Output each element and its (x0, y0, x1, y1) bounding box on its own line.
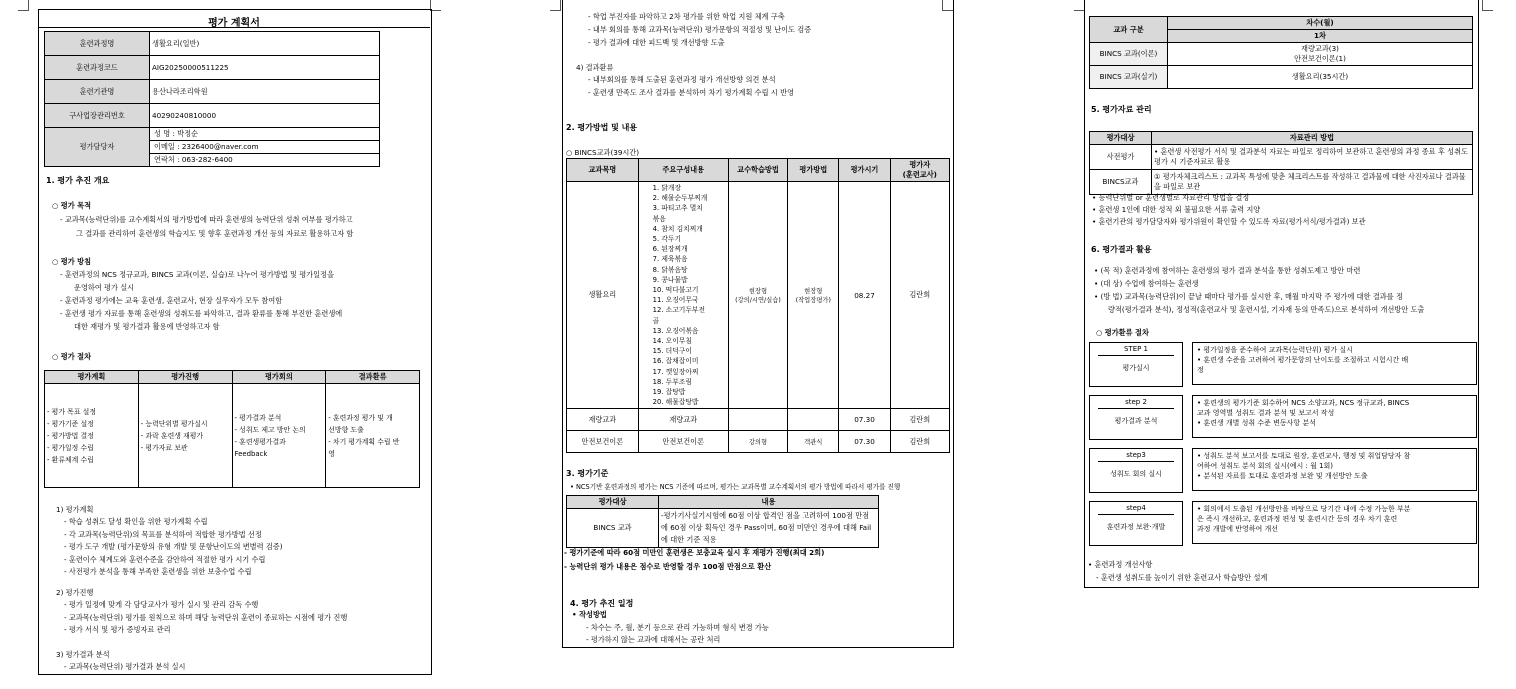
text-line: - 훈련생 만족도 조사 결과를 분석하여 차기 평가계획 수립 시 반영 (588, 88, 794, 97)
subheading: 1) 평가계획 (56, 505, 94, 514)
process-item: - 과락 훈련생 재평가 (140, 431, 204, 440)
bincs-row (567, 431, 950, 453)
page-gap (441, 0, 490, 689)
step-line: 정 (1197, 366, 1204, 374)
cell-line: 안전보건이론(1) (1294, 54, 1346, 63)
menu-item: 7. 제육볶음 (652, 255, 688, 264)
criteria-target: BINCS 교과 (567, 509, 659, 548)
process-item: - 차기 평가계획 수립 반 (328, 437, 400, 446)
info-value: 용산나라조리학원 (150, 80, 380, 104)
mgmt-target: BINCS교과 (1090, 170, 1152, 195)
manager-cell (150, 128, 380, 167)
process-cell (138, 384, 232, 488)
menu-item: 골 (652, 316, 660, 325)
subheading: ○ 평가 목적 (52, 201, 92, 210)
menu-item: 6. 된장찌개 (652, 245, 688, 254)
head-line: 평가방법 (799, 165, 828, 174)
info-label: 훈련과정명 (45, 32, 150, 56)
step-name: 성취도 회의 실시 (1110, 470, 1162, 478)
criteria-line: 에 대한 기준 적용 (661, 535, 717, 544)
criteria-line: 에 60점 이상 획득인 경우 Pass이며, 60점 미만인 경우에 대해 Fail (661, 523, 872, 532)
th: 1차 (1168, 30, 1473, 43)
info-value: AIG20250000511225 (150, 56, 380, 80)
page-3 (1012, 0, 1516, 689)
text-line: - 교과목(능력단위) 평가결과 분석 실시 (64, 662, 186, 671)
menu-item: 14. 오이무침 (652, 337, 692, 346)
th: 차수(월) (1168, 17, 1473, 30)
step-number: STEP 1 (1098, 343, 1174, 356)
text-line: - 훈련생 성취도를 높이기 위한 훈련교사 학습방안 설계 (1096, 573, 1268, 582)
eval-date: 08.27 (839, 182, 890, 409)
menu-item: 19. 잡탕밥 (652, 388, 686, 397)
text-line: - 평가 도구 개발 (평가문항의 유형 개발 및 문항난이도의 변별력 검증) (64, 542, 283, 551)
section-heading: 5. 평가자료 관리 (1091, 105, 1152, 114)
step-line: • 분석된 자료를 토대로 훈련과정 보완 및 개선방안 도출 (1197, 472, 1368, 480)
criteria-body (659, 509, 879, 548)
text-line: • (목 적) 훈련과정에 참여하는 훈련생의 평가 결과 분석을 통한 성취도제고 방안 마련 (1094, 266, 1361, 275)
data-mgmt-table (1089, 131, 1473, 195)
info-label: 훈련과정코드 (45, 56, 150, 80)
text-line: - 학업 부진자를 파악하고 2차 평가를 위한 학업 지원 체계 구축 (588, 12, 785, 21)
info-value: 생활요리(일반) (150, 32, 380, 56)
course-content: 재량교과 (638, 409, 728, 431)
process-cell (45, 384, 139, 488)
step-name: 평가실시 (1122, 364, 1150, 372)
text-line: - 훈련과정 평가에는 교육 훈련생, 훈련교사, 현장 실무자가 모두 참여함 (60, 296, 283, 305)
process-item: 영 (328, 449, 335, 458)
menu-item: 12. 소고기두부전 (652, 306, 706, 315)
step-line: 과정 개발에 반영하여 개선 (1197, 525, 1279, 533)
eval-method (788, 409, 839, 431)
step-number: step3 (1098, 449, 1174, 462)
info-label: 훈련기관명 (45, 80, 150, 104)
text-line: - 훈련과정의 NCS 정규교과, BINCS 교과(이론, 실습)로 나누어 평가방법 및 평가일정을 (60, 270, 334, 279)
crop-mark (18, 0, 29, 11)
head-line: 주요구성내용 (662, 165, 705, 174)
step-line: • 훈련생 개별 성취 수준 변동사항 분석 (1197, 419, 1316, 427)
step-line: • 평가일정을 준수하여 교과목(능력단위) 평가 실시 (1197, 346, 1353, 354)
subheading: 4) 결과환류 (576, 63, 614, 72)
step-box (1089, 448, 1183, 493)
th: 교과 구분 (1090, 17, 1168, 43)
text-line: • (방 법) 교과목(능력단위)이 끝날 때마다 평가를 실시한 후, 매월 마지막 주 평가에 대한 결과를 정 (1094, 292, 1403, 301)
bincs-row (567, 182, 950, 409)
process-item: - 훈련생평가결과 (234, 437, 286, 446)
mgmt-target: 사전평가 (1090, 145, 1152, 170)
process-item: - 평가기준 설정 (47, 419, 94, 428)
process-item: - 평가일정 수립 (47, 443, 94, 452)
process-item: - 환류체계 수립 (47, 455, 94, 464)
schedule-row (1090, 66, 1473, 89)
crop-mark (550, 0, 561, 11)
head-line: 교과목명 (588, 165, 617, 174)
info-label: 구사업장관리번호 (45, 104, 150, 128)
text-line: - 사전평가 분석을 통해 부족한 훈련생을 위한 보충수업 수립 (64, 567, 252, 576)
step-line: 은 즉시 개선하고, 훈련과정 편성 및 훈련시간 등의 경우 차기 훈련 (1197, 515, 1398, 523)
manager-line: 이메일 : 2326400@naver.com (150, 141, 379, 154)
bincs-head (839, 159, 890, 182)
step-description (1192, 448, 1477, 491)
process-item: - 평가자료 보관 (140, 443, 188, 452)
page-1 (0, 0, 441, 689)
bincs-head (890, 159, 949, 182)
info-value: 40290240810000 (150, 104, 380, 128)
section-heading: 3. 평가기준 (566, 469, 609, 478)
eval-date: 07.30 (839, 409, 890, 431)
section-heading: 2. 평가방법 및 내용 (566, 123, 638, 132)
text-line: 운영하여 평가 실시 (74, 283, 135, 292)
info-row (45, 104, 380, 128)
th: 내용 (659, 496, 879, 509)
process-item: - 평가 목표 설정 (47, 407, 96, 416)
text-line: • 훈련과정 개선사항 (1088, 560, 1153, 569)
text-line: 그 결과를 관리하여 훈련생의 학습지도 및 향후 훈련과정 개선 등의 자료로 활용하고자 함 (76, 229, 354, 238)
menu-item: 16. 잡채잡이미 (652, 357, 699, 366)
menu-item: 볶음 (652, 214, 666, 223)
text-line: 대한 재평가 및 평가결과 활용에 반영하고자 함 (74, 322, 220, 331)
menu-item: 18. 두부조림 (652, 377, 692, 386)
cell-line: 객관식 (804, 439, 823, 447)
step-line: • 훈련생 수준을 고려하여 평가문항의 난이도를 조절하고 시험시간 배 (1197, 356, 1409, 364)
text-line: - 능력단위 평가 내용은 점수로 반영할 경우 100점 만점으로 환산 (564, 562, 772, 571)
course-name: 재량교과 (567, 409, 639, 431)
process-item: - 평가방법 결정 (47, 431, 94, 440)
process-item: Feedback (234, 449, 268, 458)
cell-line: 생활요리(35시간) (1291, 72, 1349, 81)
step-line: 교과 영역별 성취도 결과 분석 및 보고서 작성 (1197, 409, 1335, 417)
bincs-table (566, 158, 950, 453)
page-gap (963, 0, 1012, 689)
step-description (1192, 342, 1477, 385)
head-line: 평가시기 (850, 165, 879, 174)
subheading: ○ BINCS교과(39시간) (566, 148, 640, 157)
evaluator: 김란희 (890, 182, 949, 409)
info-label: 평가담당자 (45, 128, 150, 167)
section-heading: 4. 평가 추진 일정 (570, 599, 634, 608)
th: 평가대상 (1090, 132, 1152, 145)
eval-date: 07.30 (839, 431, 890, 453)
text-line: - 훈련생 평가 자료를 통해 훈련생의 성취도를 파악하고, 결과 환류를 통해 부진한 훈련생에 (60, 309, 343, 318)
step-name: 훈련과정 보완·개발 (1106, 523, 1166, 531)
step-description (1192, 395, 1477, 438)
cell-line: (작업장평가) (795, 297, 831, 305)
bincs-head (638, 159, 728, 182)
menu-item: 4. 참치 김치찌개 (652, 224, 703, 233)
process-head: 결과환류 (326, 371, 420, 384)
process-cell (232, 384, 326, 488)
step-line: • 훈련생의 평가기준 회수하여 NCS 소양교과, NCS 정규교과, BINCS (1197, 399, 1410, 407)
text-line: • 훈련기관의 평가담당자와 평가위원이 확인할 수 있도록 자료(평가서식/평가결과) 보관 (1092, 217, 1366, 226)
subheading: ○ 평가 절차 (52, 352, 92, 361)
subheading: 2) 평가진행 (56, 588, 94, 597)
step-number: step 2 (1098, 396, 1174, 409)
info-row (45, 128, 380, 167)
menu-item: 13. 오징어볶음 (652, 326, 699, 335)
process-cell (326, 384, 420, 488)
th: 자료관리 방법 (1152, 132, 1473, 145)
text-line: - 교과목(능력단위)를 교수계획서의 평가방법에 따라 훈련생의 능력단위 성취 여부를 평가하고 (60, 215, 353, 224)
menu-item: 15. 더덕구이 (652, 347, 692, 356)
subheading: • 작성방법 (572, 610, 607, 619)
text-line: - 학습 성취도 달성 확인을 위한 평가계획 수립 (64, 517, 208, 526)
process-item: 선방향 도출 (328, 425, 364, 434)
cell-line: 강의형 (748, 439, 768, 447)
schedule-row (1090, 43, 1473, 66)
text-line: - 차수는 주, 월, 분기 등으로 관리 가능하며 형식 변경 가능 (586, 623, 769, 632)
head-line: 교수학습방법 (737, 165, 779, 174)
section-heading: 6. 평가결과 활용 (1091, 245, 1152, 254)
text-line: • 능력단위별 or 훈련생별로 자료관리 방법을 결정 (1092, 193, 1250, 202)
mgmt-method: ① 평가자체크리스트 : 교과목 특성에 맞춘 체크리스트를 작성하고 결과물에 대한 사진자료나 결과물을 파일로 보관 (1152, 170, 1473, 195)
schedule-label: BINCS 교과(실기) (1090, 66, 1168, 89)
doc-title: 평가 계획서 (208, 18, 260, 29)
text-line: - 평가기준에 따라 60점 미만인 훈련생은 보충교육 실시 후 재평가 진행(최대 2회) (564, 548, 825, 557)
crop-mark (1482, 0, 1493, 11)
step-line: 여하여 성취도 분석 회의 실시(예시 : 월 1회) (1197, 462, 1334, 470)
info-table (44, 31, 380, 167)
head-line: (훈련교사) (902, 170, 937, 179)
menu-item: 10. 떡다불고기 (652, 286, 699, 295)
section-heading: 1. 평가 추진 개요 (46, 176, 110, 185)
text-line: - 평가 서식 및 평가 증빙자료 관리 (64, 625, 171, 634)
process-item: - 훈련과정 평가 및 개 (328, 413, 393, 422)
cell-line: 현장형 (748, 288, 768, 296)
process-head: 평가진행 (138, 371, 232, 384)
step-box (1089, 342, 1183, 387)
mgmt-method: • 훈련생 사전평가 서식 및 결과분석 자료는 파일로 정리하여 보관하고 훈련생의 과정 종료 후 성취도 평가 시 기준자료로 활용 (1152, 145, 1473, 170)
step-number: step4 (1098, 502, 1174, 515)
teaching-method (728, 431, 787, 453)
manager-line: 성 명 : 박정순 (150, 128, 379, 141)
text-line: - 교과목(능력단위) 평가를 원칙으로 하며 해당 능력단위 훈련이 종료하는 시점에 평가 진행 (64, 612, 348, 622)
text-line: - 평가 결과에 대한 피드백 및 개선방향 도출 (588, 38, 725, 47)
menu-item: 3. 파티고추 멸치 (652, 204, 703, 213)
menu-item: 8. 닭볶음탕 (652, 265, 688, 274)
process-item: - 평가결과 분석 (234, 413, 282, 422)
text-line: 량적(평가결과 분석), 정성적(훈련교사 및 훈련시설, 기자재 등의 만족도)으로 분석하여 개선방안 도출 (1108, 305, 1425, 314)
process-head: 평가회의 (232, 371, 326, 384)
text-line: - 내부회의를 통해 도출된 훈련과정 평가 개선방향 의견 분석 (588, 75, 776, 84)
subheading: ○ 평가 방침 (52, 257, 92, 266)
menu-item: 5. 각두기 (652, 235, 682, 244)
page-2 (490, 0, 963, 689)
teaching-method (728, 182, 787, 409)
process-item: - 성취도 제고 방안 논의 (234, 425, 306, 434)
teaching-method (728, 409, 787, 431)
bincs-head (788, 159, 839, 182)
step-name: 평가결과 분석 (1114, 417, 1158, 425)
schedule-value (1168, 43, 1473, 66)
menu-item: 20. 해물잡탕밥 (652, 398, 699, 407)
menu-item: 9. 콩나물밥 (652, 275, 688, 284)
info-row (45, 32, 380, 56)
process-table (44, 370, 420, 488)
course-content (638, 182, 728, 409)
text-line: • (대 상) 수업에 참여하는 훈련생 (1094, 279, 1199, 288)
subheading: 3) 평가결과 분석 (56, 650, 110, 659)
subheading: ○ 평가환류 절차 (1096, 328, 1149, 337)
course-name: 안전보건이론 (567, 431, 639, 453)
mgmt-row (1090, 170, 1473, 195)
step-box (1089, 501, 1183, 546)
schedule-value (1168, 66, 1473, 89)
step-line: • 성취도 분석 보고서를 토대로 원장, 훈련교사, 행정 및 취업담당자 참 (1197, 452, 1411, 460)
schedule-table (1089, 16, 1473, 89)
menu-item: 17. 깻잎장아찌 (652, 367, 699, 376)
head-line: 평가자 (909, 160, 931, 169)
info-row (45, 56, 380, 80)
bincs-head (567, 159, 639, 182)
cell-line: 재량교과(3) (1301, 44, 1339, 53)
process-head: 평가계획 (45, 371, 139, 384)
course-content: 안전보건이론 (638, 431, 728, 453)
step-line: • 회의에서 도출된 개선방안을 바탕으로 당기간 내에 수정 가능한 부분 (1197, 505, 1411, 513)
text-line: - 평가 일정에 맞게 각 담당교사가 평가 실시 및 관리 감독 수행 (64, 600, 259, 609)
bincs-row (567, 409, 950, 431)
info-row (45, 80, 380, 104)
mgmt-row (1090, 145, 1473, 170)
process-item: - 능력단위별 평가실시 (140, 419, 208, 428)
step-description (1192, 501, 1477, 544)
menu-item: 11. 오징어무국 (652, 296, 699, 305)
th: 평가대상 (567, 496, 659, 509)
text-line: • NCS기반 훈련과정의 평가는 NCS 기준에 따르며, 평가는 교과목별 교수계획서의 평가 방법에 따라서 평가를 진행 (570, 483, 901, 491)
bincs-head (728, 159, 787, 182)
text-line: - 평가하지 않는 교과에 대해서는 공란 처리 (586, 635, 721, 644)
evaluator: 김란희 (890, 409, 949, 431)
course-name: 생활요리 (567, 182, 639, 409)
cell-line: (강의/시연/실습) (735, 297, 781, 305)
text-line: - 내부 회의를 통해 교과목(능력단위) 평가문항의 적절성 및 난이도 검증 (588, 25, 812, 34)
menu-item: 2. 해물순두부찌개 (652, 194, 708, 203)
text-line: - 훈련이수 체계도와 훈련수준을 감안하여 적절한 평가 시기 수립 (64, 554, 266, 564)
text-line: - 각 교과목(능력단위)의 목표를 분석하여 적합한 평가방법 선정 (64, 529, 262, 539)
eval-method (788, 182, 839, 409)
evaluator: 김란희 (890, 431, 949, 453)
text-line: • 훈련생 1인에 대한 성적 외 불필요한 서류 출력 지양 (1092, 205, 1261, 214)
cell-line: 현장형 (804, 288, 823, 296)
criteria-line: -평가기사실기시험에 60점 이상 합격인 점을 고려하여 100점 만점 (661, 511, 870, 520)
menu-item: 1. 닭개장 (652, 184, 682, 192)
criteria-table (566, 495, 879, 548)
step-box (1089, 395, 1183, 440)
manager-line: 연락처 : 063-282-6400 (154, 155, 233, 164)
eval-method (788, 431, 839, 453)
schedule-label: BINCS 교과(이론) (1090, 43, 1168, 66)
